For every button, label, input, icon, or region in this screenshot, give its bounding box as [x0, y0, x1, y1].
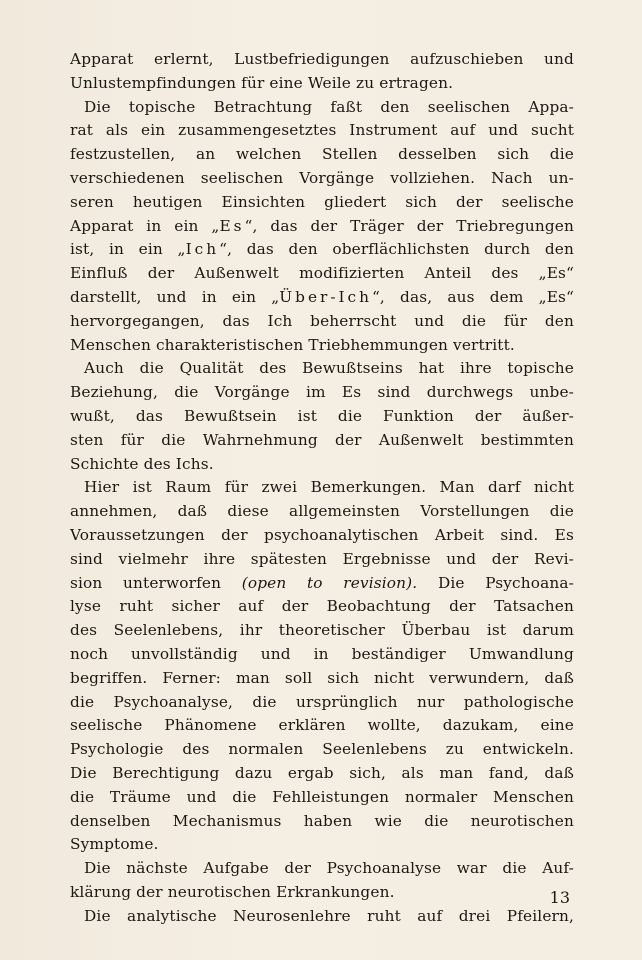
text-line: sten für die Wahrnehmung der Außenwelt bestimmten — [70, 430, 574, 449]
text-line: Apparat erlernt, Lustbefriedigungen aufzuschieben und — [70, 50, 574, 68]
text-line: Voraussetzungen der psychoanalytischen Arbeit sind. Es — [70, 525, 574, 544]
text-fragment: ist, in ein „ — [70, 240, 186, 259]
text-line: Symptome. — [70, 835, 159, 854]
text-fragment: darstellt, und in ein „ — [70, 287, 280, 306]
spaced-term-es: Es — [219, 216, 245, 235]
italic-phrase: (open to revision). — [241, 573, 418, 592]
text-line: Psychologie des normalen Seelenlebens zu entwickeln. — [70, 740, 574, 759]
text-line: Auch die Qualität des Bewußtseins hat ihre topische — [84, 359, 574, 378]
text-line: festzustellen, an welchen Stellen desselben sich die — [70, 145, 574, 164]
text-line: seren heutigen Einsichten gliedert sich der seelische — [70, 192, 574, 211]
text-line: annehmen, daß diese allgemeinsten Vorstellungen die — [70, 502, 574, 521]
text-line: seelische Phänomene erklären wollte, dazukam, eine — [70, 716, 574, 735]
text-line: denselben Mechanismus haben wie die neurotischen — [70, 811, 574, 830]
text-line: noch unvollständig und in beständiger Umwandlung — [70, 644, 574, 663]
text-fragment: Die Psychoana- — [417, 573, 574, 592]
text-line: verschiedenen seelischen Vorgänge vollziehen. Nach un- — [70, 168, 574, 187]
text-line: des Seelenlebens, ihr theoretischer Überbau ist darum — [70, 621, 574, 640]
text-line — [70, 286, 574, 310]
text-line: Unlustempfindungen für eine Weile zu ertragen. — [70, 73, 454, 92]
text-fragment: sion unterworfen — [70, 573, 242, 592]
spaced-term-ich: Ich — [185, 240, 220, 259]
text-fragment: “, das der Träger der Triebregungen — [244, 216, 574, 235]
text-line: die Psychoanalyse, die ursprünglich nur pathologische — [70, 692, 574, 711]
text-line: Beziehung, die Vorgänge im Es sind durchwegs unbe- — [70, 383, 574, 402]
text-line: Schichte des Ichs. — [70, 454, 214, 473]
text-fragment: Apparat in ein „ — [70, 216, 220, 235]
text-line: begriffen. Ferner: man soll sich nicht verwundern, daß — [70, 668, 574, 687]
text-line: die Träume und die Fehlleistungen normaler Menschen — [70, 787, 574, 806]
text-line: wußt, das Bewußtsein ist die Funktion der äußer- — [70, 406, 574, 425]
text-line: Die nächste Aufgabe der Psychoanalyse war die Auf- — [84, 859, 574, 878]
text-line: sind vielmehr ihre spätesten Ergebnisse und der Revi- — [70, 549, 574, 568]
text-line: rat als ein zusammengesetztes Instrument auf und sucht — [70, 121, 574, 140]
text-fragment: “, das den oberflächlichsten durch den — [219, 240, 574, 259]
text-line — [70, 215, 574, 239]
text-line: hervorgegangen, das Ich beherrscht und die für den — [70, 311, 574, 330]
text-line: lyse ruht sicher auf der Beobachtung der Tatsachen — [70, 597, 574, 616]
spaced-term-ueber-ich: Über-Ich — [279, 287, 372, 306]
text-line: klärung der neurotischen Erkrankungen. — [70, 882, 395, 901]
body-text — [70, 48, 574, 928]
page-number: 13 — [549, 888, 570, 907]
text-line: Menschen charakteristischen Triebhemmungen vertritt. — [70, 335, 515, 354]
text-line — [70, 572, 574, 596]
text-line: Hier ist Raum für zwei Bemerkungen. Man darf nicht — [84, 478, 574, 497]
text-line: Einfluß der Außenwelt modifizierten Anteil des „Es“ — [70, 264, 574, 283]
text-line — [70, 238, 574, 262]
text-line: Die topische Betrachtung faßt den seelischen Appa- — [84, 97, 574, 116]
text-line: Die Berechtigung dazu ergab sich, als man fand, daß — [70, 763, 574, 782]
text-fragment: “, das, aus dem „Es“ — [371, 287, 574, 306]
text-line: Die analytische Neurosenlehre ruht auf drei Pfeilern, — [84, 906, 574, 925]
